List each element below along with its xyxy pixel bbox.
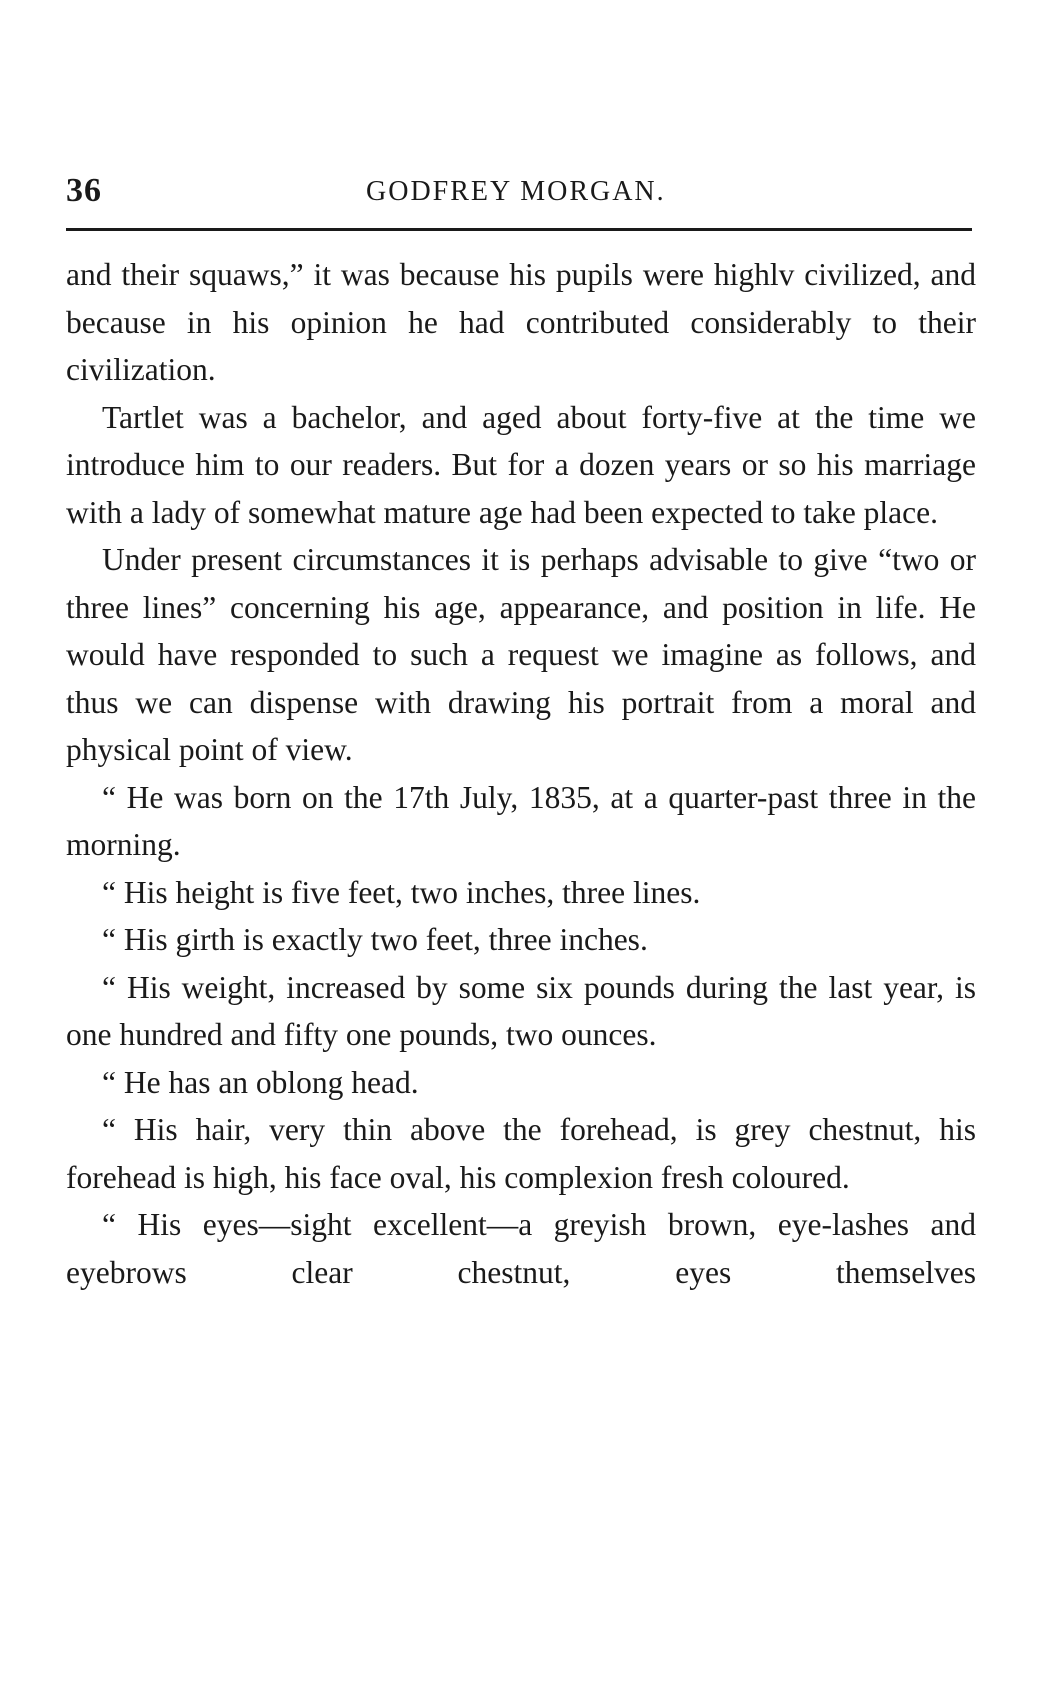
body-text (66, 251, 976, 1296)
paragraph: “ He was born on the 17th July, 1835, at a quarter-past three in the morning. (66, 779, 976, 862)
paragraph: “ His weight, increased by some six pounds during the last year, is one hundred and fifty one pounds, two ounces. (66, 969, 976, 1052)
paragraph: Under present circumstances it is perhaps advisable to give “two or three lines” concerning his age, appearance, and position in life. He would have responded to such a request we imagine as follows, and thus we can dispense with drawing his portrait from a moral and physical point of view. (66, 542, 976, 767)
paragraph: “ His girth is exactly two feet, three inches. (102, 922, 648, 957)
running-title: GODFREY MORGAN. (366, 176, 666, 207)
paragraph: “ He has an oblong head. (102, 1064, 419, 1100)
header-rule (66, 228, 972, 231)
paragraph: Tartlet was a bachelor, and aged about forty-five at the time we introduce him to our readers. But for a dozen years or so his marriage with a lady of somewhat mature age had been expected to take place. (66, 399, 976, 530)
running-head (66, 160, 976, 210)
paragraph: and their squaws,” it was because his pupils were highlv civilized, and because in his opinion he had contributed considerably to their civilization. (66, 257, 976, 387)
paragraph: “ His hair, very thin above the forehead, is grey chestnut, his forehead is high, his face oval, his complexion fresh coloured. (66, 1112, 976, 1195)
page-number: 36 (66, 172, 102, 209)
paragraph: “ His eyes—sight excellent—a greyish brown, eye-lashes and eyebrows clear chestnut, eyes themselves (66, 1207, 976, 1290)
paragraph: “ His height is five feet, two inches, three lines. (102, 874, 701, 910)
book-page (66, 160, 976, 1296)
